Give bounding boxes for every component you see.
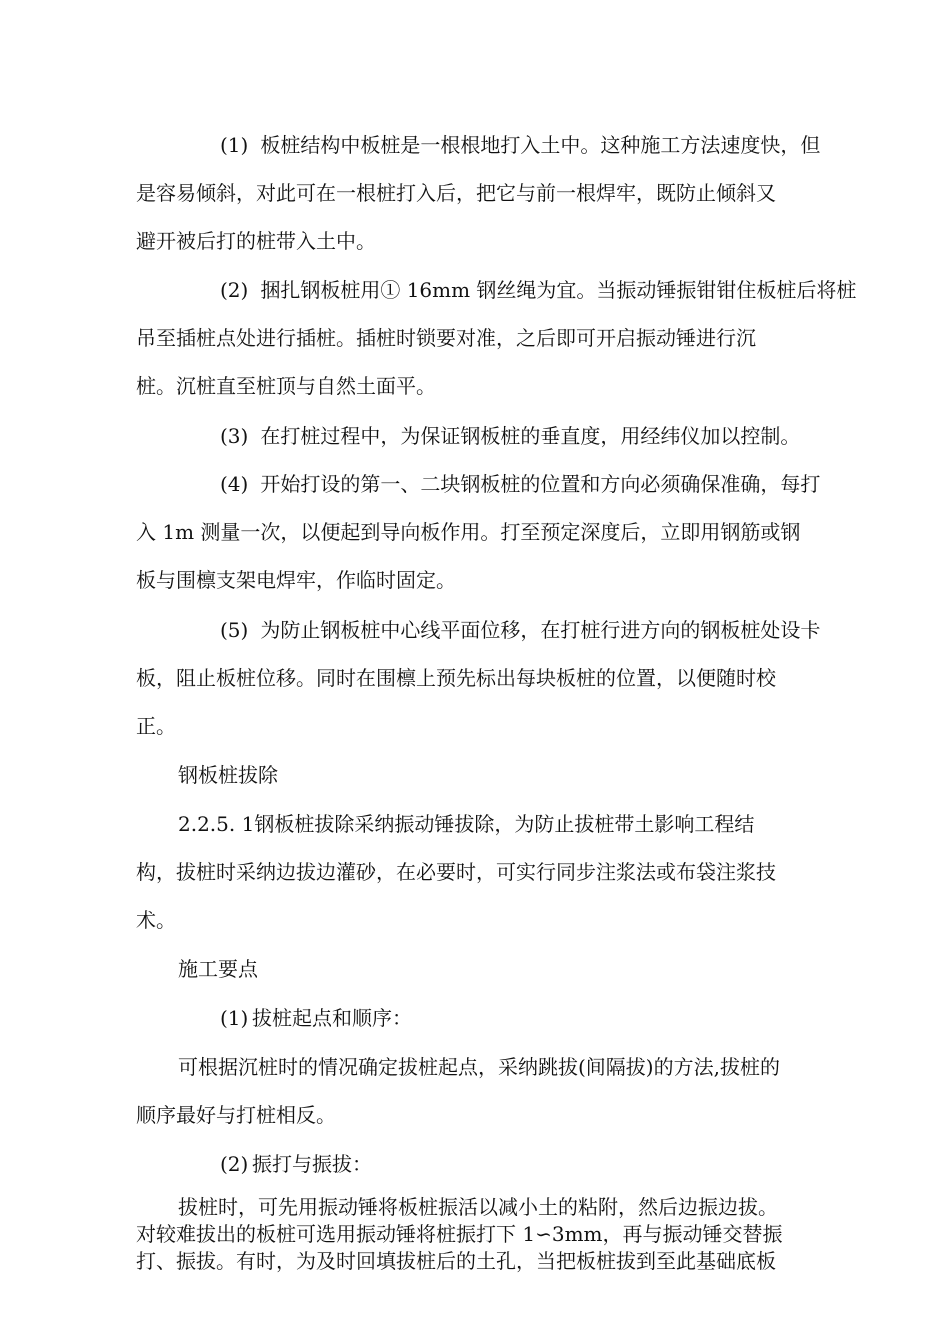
paragraph-3	[136, 412, 834, 460]
paragraph-line: 构，拔桩时采纳边拔边灌砂，在必要时，可实行同步注浆法或布袋注浆技	[136, 860, 776, 884]
paragraph-line: 板与围檩支架电焊牢，作临时固定。	[136, 568, 456, 592]
paragraph-2	[136, 266, 857, 410]
paragraph-line: 是容易倾斜，对此可在一根桩打入后，把它与前一根焊牢，既防止倾斜又	[136, 181, 776, 205]
paragraph-line: 开始打设的第一、二块钢板桩的位置和方向必须确保准确，每打	[260, 472, 821, 496]
paragraph-8	[136, 1043, 834, 1139]
paragraph-number: (5)	[220, 618, 249, 642]
paragraph-4	[136, 460, 834, 604]
paragraph-line: 正。	[136, 714, 176, 738]
paragraph-line: 为防止钢板桩中心线平面位移，在打桩行进方向的钢板桩处设卡	[260, 618, 821, 642]
paragraph-line: 振打与振拔：	[252, 1152, 372, 1176]
paragraph-line: 捆扎钢板桩用① 16mm 钢丝绳为宜。当振动锤振钳钳住板桩后将桩	[260, 278, 857, 302]
paragraph-number: (3)	[220, 424, 249, 448]
paragraph-line: 板桩结构中板桩是一根根地打入土中。这种施工方法速度快，但	[260, 133, 821, 157]
paragraph-line: 拔桩起点和顺序：	[252, 1006, 412, 1030]
paragraph-10	[136, 1194, 834, 1275]
paragraph-line: 打、振拔。有时，为及时回填拔桩后的土孔，当把板桩拔到至此基础底板	[136, 1249, 776, 1273]
paragraph-line: 避开被后打的桩带入土中。	[136, 229, 376, 253]
heading-text: 钢板桩拔除	[178, 763, 278, 787]
paragraph-line: 可根据沉桩时的情况确定拔桩起点，采纳跳拔(间隔拔)的方法,拔桩的	[178, 1055, 780, 1079]
section-heading-key-points	[136, 945, 834, 993]
paragraph-number: (1)	[220, 133, 249, 157]
paragraph-number: (2)	[220, 1152, 249, 1176]
paragraph-line: 桩。沉桩直至桩顶与自然土面平。	[136, 374, 436, 398]
paragraph-1	[136, 121, 834, 265]
paragraph-line: 板，阻止板桩位移。同时在围檩上预先标出每块板桩的位置，以便随时校	[136, 666, 776, 690]
paragraph-line: 2.2.5. 1钢板桩拔除采纳振动锤拔除，为防止拔桩带土影响工程结	[178, 812, 755, 836]
paragraph-line: 顺序最好与打桩相反。	[136, 1103, 336, 1127]
paragraph-6	[136, 800, 834, 944]
paragraph-line: 术。	[136, 908, 176, 932]
paragraph-line: 吊至插桩点处进行插桩。插桩时锁要对准，之后即可开启振动锤进行沉	[136, 326, 756, 350]
paragraph-9	[136, 1140, 834, 1188]
paragraph-7	[136, 994, 834, 1042]
section-heading-pile-extraction	[136, 751, 834, 799]
paragraph-line: 拔桩时，可先用振动锤将板桩振活以减小土的粘附，然后边振边拔。	[178, 1195, 778, 1219]
paragraph-number: (4)	[220, 472, 249, 496]
heading-text: 施工要点	[178, 957, 258, 981]
paragraph-number: (2)	[220, 278, 249, 302]
paragraph-line: 在打桩过程中，为保证钢板桩的垂直度，用经纬仪加以控制。	[260, 424, 801, 448]
paragraph-5	[136, 606, 834, 750]
paragraph-line: 对较难拔出的板桩可选用振动锤将桩振打下 1∽3mm，再与振动锤交替振	[136, 1222, 783, 1246]
paragraph-line: 入 1m 测量一次，以便起到导向板作用。打至预定深度后，立即用钢筋或钢	[136, 520, 801, 544]
paragraph-number: (1)	[220, 1006, 249, 1030]
